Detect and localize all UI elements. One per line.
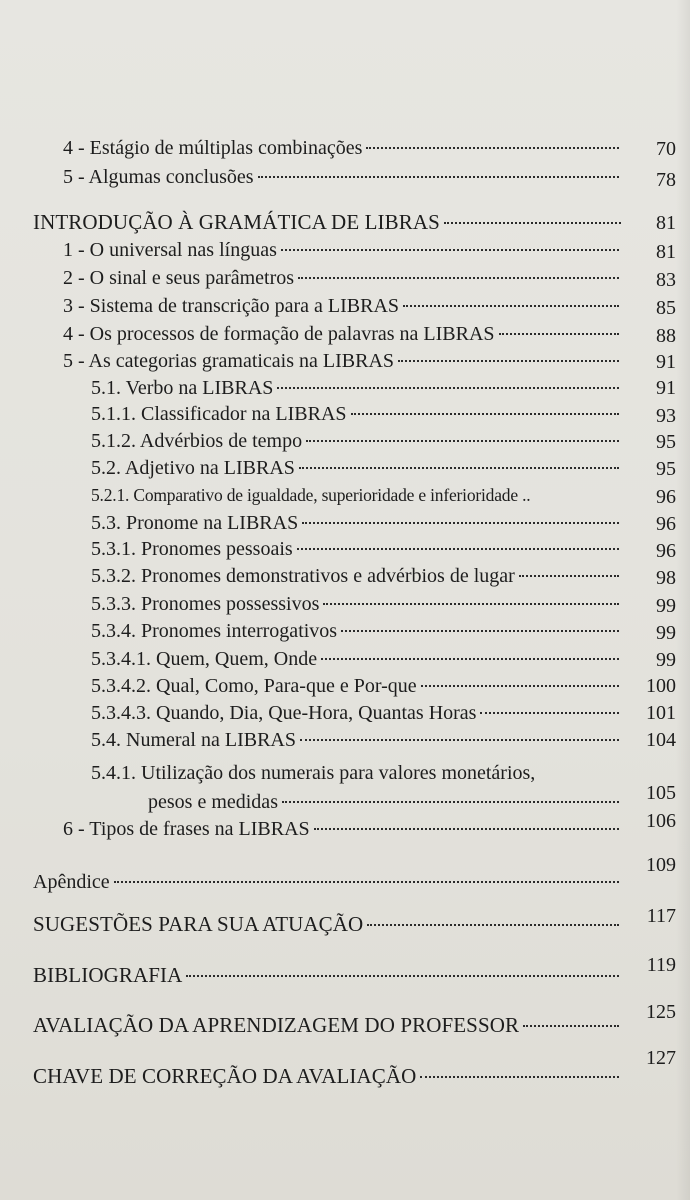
toc-page-number: 106 [646, 810, 676, 832]
toc-row [33, 870, 623, 894]
toc-page-number: 98 [656, 567, 676, 589]
toc-row [91, 619, 623, 643]
toc-row [33, 210, 625, 234]
toc-entry-title: pesos e medidas [148, 791, 278, 813]
dot-leader [300, 739, 619, 741]
toc-entry-title: 4 - Os processos de formação de palavras na LIBRAS [63, 323, 495, 345]
dot-leader [299, 467, 619, 469]
toc-entry-title: 2 - O sinal e seus parâmetros [63, 267, 295, 289]
toc-entry-title: 5 - As categorias gramaticais na LIBRAS [63, 350, 395, 372]
toc-page-number: 127 [646, 1047, 676, 1069]
dot-leader [323, 603, 619, 605]
toc-entry-title: 4 - Estágio de múltiplas combinações [63, 137, 363, 159]
toc-page-number: 100 [646, 675, 676, 697]
toc-row [63, 349, 623, 373]
toc-page-number: 70 [656, 138, 676, 160]
toc-row [63, 294, 623, 318]
toc-entry-title: 5.3.3. Pronomes possessivos [91, 593, 320, 615]
toc-row [91, 402, 623, 426]
toc-row [63, 136, 623, 160]
dot-leader [321, 658, 619, 660]
dot-leader [186, 975, 619, 977]
dot-leader [499, 333, 619, 335]
dot-leader [298, 277, 619, 279]
toc-page-number: 96 [656, 486, 676, 508]
dot-leader [277, 387, 619, 389]
toc-entry-title: 5.3.1. Pronomes pessoais [91, 538, 293, 560]
toc-row [91, 456, 623, 480]
toc-page-number: 81 [656, 241, 676, 263]
toc-row [91, 564, 623, 588]
toc-page-number: 101 [646, 702, 676, 724]
toc-page-number: 88 [656, 325, 676, 347]
toc-page-number: 105 [646, 782, 676, 804]
toc-row [63, 238, 623, 262]
toc-page-number: 119 [646, 954, 676, 976]
page-spine-shadow [676, 0, 690, 1200]
toc-page-number: 85 [656, 297, 676, 319]
toc-row [91, 429, 623, 453]
dot-leader [367, 924, 619, 926]
toc-page-number: 91 [656, 377, 676, 399]
toc-row [91, 674, 623, 698]
dot-leader [314, 828, 619, 830]
toc-entry-title: SUGESTÕES PARA SUA ATUAÇÃO [33, 912, 364, 936]
toc-page-number: 91 [656, 351, 676, 373]
toc-entry-title: 5.4.1. Utilização dos numerais para valores monetários, [91, 762, 536, 784]
toc-row [91, 701, 623, 725]
dot-leader [420, 1076, 619, 1078]
toc-page-number: 109 [646, 854, 676, 876]
toc-entry-title: 5.1. Verbo na LIBRAS [91, 377, 274, 399]
dot-leader [341, 630, 619, 632]
toc-entry-title: INTRODUÇÃO À GRAMÁTICA DE LIBRAS [33, 210, 440, 234]
toc-row [148, 790, 623, 814]
dot-leader [351, 413, 619, 415]
toc-page-number: 99 [656, 622, 676, 644]
toc-entry-title: CHAVE DE CORREÇÃO DA AVALIAÇÃO [33, 1064, 417, 1088]
toc-entry-title: 5.3.4. Pronomes interrogativos [91, 620, 338, 642]
toc-page-number: 117 [646, 905, 676, 927]
toc-entry-title: 5.3.4.3. Quando, Dia, Que-Hora, Quantas Horas [91, 702, 477, 724]
toc-page-number: 99 [656, 649, 676, 671]
toc-entry-title: 5.4. Numeral na LIBRAS [91, 729, 296, 751]
dot-leader [366, 147, 619, 149]
dot-leader [306, 440, 619, 442]
toc-entry-title: 1 - O universal nas línguas [63, 239, 277, 261]
toc-page-number: 104 [646, 729, 676, 751]
dot-leader [282, 801, 619, 803]
toc-entry-title: 5 - Algumas conclusões [63, 166, 254, 188]
toc-page-number: 83 [656, 269, 676, 291]
dot-leader [480, 712, 619, 714]
toc-row [91, 376, 623, 400]
toc-entry-title: 5.3.4.2. Qual, Como, Para-que e Por-que [91, 675, 417, 697]
toc-page-number: 96 [656, 540, 676, 562]
toc-row [91, 483, 636, 507]
toc-entry-title: Apêndice [33, 871, 110, 893]
dot-leader [114, 881, 619, 883]
dot-leader [519, 575, 619, 577]
dot-leader [403, 305, 619, 307]
dot-leader [297, 548, 619, 550]
toc-entry-title: 5.2. Adjetivo na LIBRAS [91, 457, 295, 479]
toc-entry-title: 5.1.2. Advérbios de tempo [91, 430, 303, 452]
toc-row [63, 165, 623, 189]
toc-row [91, 592, 623, 616]
toc-entry-title: 5.3.4.1. Quem, Quem, Onde [91, 648, 318, 670]
toc-entry-title: 5.1.1. Classificador na LIBRAS [91, 403, 347, 425]
toc-entry-title: 3 - Sistema de transcrição para a LIBRAS [63, 295, 400, 317]
dot-leader [258, 176, 619, 178]
toc-entry-title: BIBLIOGRAFIA [33, 963, 183, 987]
toc-entry-title: 5.2.1. Comparativo de igualdade, superioridade e inferioridade .. [91, 485, 531, 505]
dot-leader [523, 1025, 619, 1027]
toc-entry-title: 6 - Tipos de frases na LIBRAS [63, 818, 310, 840]
toc-row [33, 1013, 623, 1037]
toc-row [63, 817, 623, 841]
toc-page-number: 95 [656, 431, 676, 453]
toc-row [33, 1064, 623, 1088]
toc-page-number: 93 [656, 405, 676, 427]
dot-leader [281, 249, 619, 251]
toc-row [91, 537, 623, 561]
toc-page-number: 99 [656, 595, 676, 617]
toc-row [33, 912, 623, 936]
toc-page-number: 125 [646, 1001, 676, 1023]
dot-leader [398, 360, 619, 362]
toc-row [63, 266, 623, 290]
toc-page-number: 78 [656, 169, 676, 191]
toc-row [91, 511, 623, 535]
toc-page-number: 81 [656, 212, 676, 234]
toc-entry-title: 5.3.2. Pronomes demonstrativos e advérbios de lugar [91, 565, 515, 587]
toc-row [63, 322, 623, 346]
toc-row [91, 647, 623, 671]
toc-page-number: 96 [656, 513, 676, 535]
toc-entry-title: 5.3. Pronome na LIBRAS [91, 512, 299, 534]
toc-row [33, 963, 623, 987]
toc-row [91, 761, 623, 785]
toc-page-number: 95 [656, 458, 676, 480]
dot-leader [444, 222, 621, 224]
toc-row [91, 728, 623, 752]
dot-leader [421, 685, 619, 687]
dot-leader [302, 522, 619, 524]
toc-entry-title: AVALIAÇÃO DA APRENDIZAGEM DO PROFESSOR [33, 1013, 520, 1037]
